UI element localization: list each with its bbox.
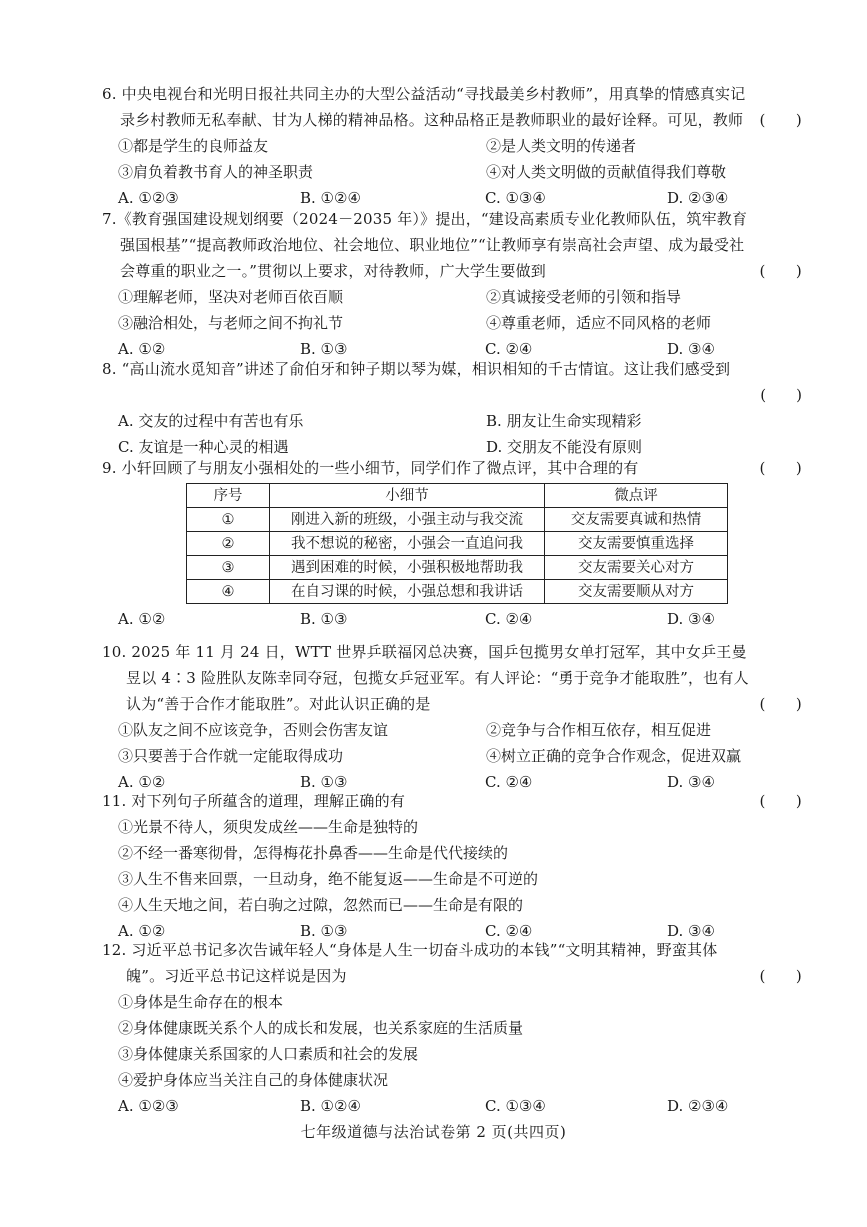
- question-stem: 8. “高山流水觅知音”讲述了俞伯牙和钟子期以琴为媒，相识相知的千古情谊。这让我们感受到: [102, 360, 731, 378]
- statement-2: ②身体健康既关系个人的成长和发展，也关系家庭的生活质量: [118, 1019, 524, 1037]
- table-cell: 交友需要真诚和热情: [545, 508, 728, 532]
- choice-b: B. 朋友让生命实现精彩: [486, 412, 642, 430]
- answer-choices: [102, 408, 802, 460]
- statement-1: ①光景不待人，须臾发成丝——生命是独特的: [118, 818, 419, 836]
- table-header-row: [187, 484, 728, 508]
- table-row: [187, 508, 728, 532]
- page-footer: 七年级道德与法治试卷第 2 页(共四页): [300, 1123, 567, 1141]
- column-header: 微点评: [545, 484, 728, 508]
- choice-b: B. ①③: [300, 773, 348, 791]
- answer-paren: ( ): [759, 111, 802, 129]
- statement-3: ③肩负着教书育人的神圣职责: [118, 163, 314, 181]
- choice-c: C. 友谊是一种心灵的相遇: [118, 438, 289, 456]
- choice-d: D. ③④: [667, 773, 715, 791]
- statement-4: ④爱护身体应当关注自己的身体健康状况: [118, 1071, 389, 1089]
- choice-c: C. ①③④: [485, 189, 546, 207]
- column-header: 小细节: [270, 484, 545, 508]
- question-stem: 6. 中央电视台和光明日报社共同主办的大型公益活动“寻找最美乡村教师”，用真挚的情感真实记录乡村教师无私奉献、甘为人梯的精神品格。这种品格正是教师职业的最好诠释。可见，教师: [102, 85, 746, 129]
- question-10: [102, 639, 802, 795]
- answer-paren: ( ): [759, 967, 802, 985]
- statement-options: [102, 717, 802, 769]
- statement-options: [102, 133, 802, 185]
- table-cell: 交友需要关心对方: [545, 556, 728, 580]
- table-cell: ①: [187, 508, 270, 532]
- question-stem: 11. 对下列句子所蕴含的道理，理解正确的有: [102, 792, 406, 810]
- column-header: 序号: [187, 484, 270, 508]
- choice-b: B. ①③: [300, 610, 348, 628]
- statement-4: ④尊重老师，适应不同风格的老师: [486, 314, 712, 332]
- answer-choices: [102, 606, 802, 632]
- statement-3: ③只要善于合作就一定能取得成功: [118, 747, 344, 765]
- choice-c: C. ①③④: [485, 1097, 546, 1115]
- question-9: [102, 455, 802, 632]
- choice-a: A. ①②: [118, 610, 166, 628]
- choice-d: D. ②③④: [667, 1097, 729, 1115]
- choice-b: B. ①③: [300, 922, 348, 940]
- statement-1: ①理解老师，坚决对老师百依百顺: [118, 288, 344, 306]
- statement-2: ②是人类文明的传递者: [486, 137, 637, 155]
- statement-1: ①队友之间不应该竞争，否则会伤害友谊: [118, 721, 389, 739]
- choice-b: B. ①③: [300, 340, 348, 358]
- question-stem: 7.《教育强国建设规划纲要（2024－2035 年）》提出，“建设高素质专业化教师队伍，筑牢教育强国根基”“提高教师政治地位、社会地位、职业地位”“让教师享有崇高社会声望、成为最受社会尊重的职业之一。”贯彻以上要求，对待教师，广大学生要做到: [102, 210, 748, 280]
- question-stem: 10. 2025 年 11 月 24 日，WTT 世界乒联福冈总决赛，国乒包揽男女单打冠军，其中女乒王曼昱以 4∶3 险胜队友陈幸同夺冠，包揽女乒冠亚军。有人评论：“勇于竞争才能取胜”，也有人认为“善于合作才能取胜”。对此认识正确的是: [102, 643, 749, 713]
- choice-d: D. 交朋友不能没有原则: [486, 438, 643, 456]
- statement-2: ②不经一番寒彻骨，怎得梅花扑鼻香——生命是代代接续的: [118, 844, 509, 862]
- table-row: [187, 580, 728, 604]
- table-cell: 交友需要慎重选择: [545, 532, 728, 556]
- choice-c: C. ②④: [485, 340, 533, 358]
- table-row: [187, 556, 728, 580]
- question-stem: 12. 习近平总书记多次告诫年轻人“身体是人生一切奋斗成功的本钱”“文明其精神，野蛮其体魄”。习近平总书记这样说是因为: [102, 941, 718, 985]
- answer-paren: ( ): [759, 459, 802, 477]
- statement-2: ②真诚接受老师的引领和指导: [486, 288, 682, 306]
- choice-a: A. ①②③: [118, 189, 179, 207]
- statement-3: ③身体健康关系国家的人口素质和社会的发展: [118, 1045, 419, 1063]
- table-cell: ③: [187, 556, 270, 580]
- choice-c: C. ②④: [485, 773, 533, 791]
- statement-1: ①都是学生的良师益友: [118, 137, 269, 155]
- question-7: [102, 206, 802, 362]
- table-row: [187, 532, 728, 556]
- table-cell: 遇到困难的时候，小强积极地帮助我: [270, 556, 545, 580]
- choice-a: A. ①②: [118, 922, 166, 940]
- statement-4: ④人生天地之间，若白驹之过隙，忽然而已——生命是有限的: [118, 896, 524, 914]
- table-cell: ④: [187, 580, 270, 604]
- table-cell: 刚进入新的班级，小强主动与我交流: [270, 508, 545, 532]
- choice-c: C. ②④: [485, 922, 533, 940]
- statement-4: ④树立正确的竞争合作观念，促进双赢: [486, 747, 742, 765]
- table-cell: 交友需要顺从对方: [545, 580, 728, 604]
- statement-options: [102, 989, 802, 1093]
- statement-3: ③融洽相处，与老师之间不拘礼节: [118, 314, 344, 332]
- question-12: [102, 937, 802, 1119]
- answer-paren: ( ): [759, 792, 802, 810]
- answer-paren: ( ): [759, 695, 802, 713]
- choice-a: A. ①②: [118, 340, 166, 358]
- answer-paren: ( ): [759, 262, 802, 280]
- choice-a: A. ①②: [118, 773, 166, 791]
- choice-c: C. ②④: [485, 610, 533, 628]
- question-11: [102, 788, 802, 944]
- choice-b: B. ①②④: [300, 189, 361, 207]
- statement-options: [102, 814, 802, 918]
- choice-d: D. ③④: [667, 340, 715, 358]
- choice-d: D. ③④: [667, 922, 715, 940]
- statement-options: [102, 284, 802, 336]
- statement-4: ④对人类文明做的贡献值得我们尊敬: [486, 163, 727, 181]
- choice-a: A. 交友的过程中有苦也有乐: [118, 412, 304, 430]
- answer-paren: ( ): [760, 386, 802, 404]
- choice-d: D. ③④: [667, 610, 715, 628]
- question-stem: 9. 小轩回顾了与朋友小强相处的一些小细节，同学们作了微点评，其中合理的有: [102, 459, 639, 477]
- question-6: [102, 81, 802, 211]
- table-cell: 我不想说的秘密，小强会一直追问我: [270, 532, 545, 556]
- statement-1: ①身体是生命存在的根本: [118, 993, 284, 1011]
- statement-3: ③人生不售来回票，一旦动身，绝不能复返——生命是不可逆的: [118, 870, 539, 888]
- statement-2: ②竞争与合作相互依存，相互促进: [486, 721, 712, 739]
- choice-d: D. ②③④: [667, 189, 729, 207]
- question-8: [102, 356, 802, 460]
- table-cell: ②: [187, 532, 270, 556]
- choice-a: A. ①②③: [118, 1097, 179, 1115]
- answer-choices: [102, 1093, 802, 1119]
- detail-table: [186, 483, 728, 604]
- choice-b: B. ①②④: [300, 1097, 361, 1115]
- table-cell: 在自习课的时候，小强总想和我讲话: [270, 580, 545, 604]
